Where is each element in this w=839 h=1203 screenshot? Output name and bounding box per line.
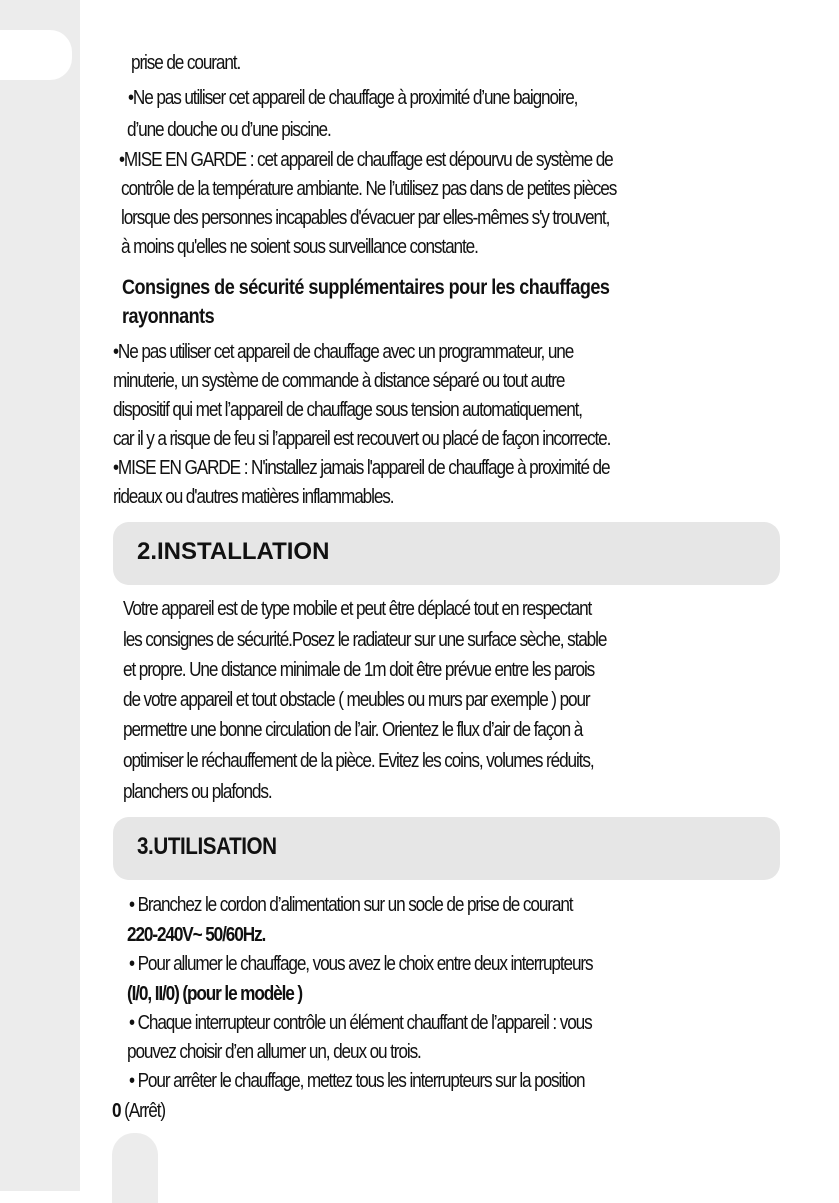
section-header-installation xyxy=(113,522,780,585)
page-tab-marker xyxy=(0,30,72,80)
text-line: • Pour arrêter le chauffage, mettez tous les interrupteurs sur la position xyxy=(129,1070,585,1092)
text-line: planchers ou plafonds. xyxy=(123,781,272,803)
off-value: 0 xyxy=(112,1100,121,1122)
text-line: car il y a risque de feu si l’appareil est recouvert ou placé de façon incorrecte. xyxy=(113,428,611,450)
text-line: à moins qu'elles ne soient sous surveillance constante. xyxy=(121,236,478,258)
text-line: • Branchez le cordon d’alimentation sur un socle de prise de courant xyxy=(129,894,573,916)
text-line: • Chaque interrupteur contrôle un élément chauffant de l’appareil : vous xyxy=(129,1012,592,1034)
text-line: et propre. Une distance minimale de 1m doit être prévue entre les parois xyxy=(123,659,595,681)
text-line: minuterie, un système de commande à distance séparé ou tout autre xyxy=(113,370,565,392)
page-number-tab xyxy=(112,1133,158,1203)
text-line: Votre appareil est de type mobile et peut être déplacé tout en respectant xyxy=(123,598,592,620)
text-line: dispositif qui met l’appareil de chauffage sous tension automatiquement, xyxy=(113,399,582,421)
text-line: •MISE EN GARDE : cet appareil de chauffage est dépourvu de système de xyxy=(119,149,613,171)
switch-spec xyxy=(127,984,302,1004)
text-line: •Ne pas utiliser cet appareil de chauffage avec un programmateur, une xyxy=(113,341,574,363)
text-line: pouvez choisir d’en allumer un, deux ou trois. xyxy=(127,1041,421,1063)
text-line: permettre une bonne circulation de l’air. Orientez le flux d’air de façon à xyxy=(123,719,583,741)
text-line: optimiser le réchauffement de la pièce. Evitez les coins, volumes réduits, xyxy=(123,750,594,772)
text-line: lorsque des personnes incapables d'évacuer par elles-mêmes s'y trouvent, xyxy=(121,207,610,229)
off-position-line xyxy=(112,1101,165,1121)
text-line: •Ne pas utiliser cet appareil de chauffage à proximité d’une baignoire, xyxy=(128,87,578,109)
text-line: de votre appareil et tout obstacle ( meubles ou murs par exemple ) pour xyxy=(123,689,590,711)
switch-spec-text: (I/0, II/0) (pour le modèle ) xyxy=(127,983,302,1005)
section-heading: Consignes de sécurité supplémentaires pour les chauffages xyxy=(122,276,610,299)
section-title: 2.INSTALLATION xyxy=(137,538,330,565)
text-line: d’une douche ou d’une piscine. xyxy=(127,119,331,141)
voltage-spec: 220-240V~ 50/60Hz. xyxy=(127,924,266,946)
off-label: (Arrêt) xyxy=(120,1100,166,1122)
section-header-utilisation xyxy=(113,817,780,880)
text-line: •MISE EN GARDE : N'installez jamais l'appareil de chauffage à proximité de xyxy=(113,457,610,479)
text-line: prise de courant. xyxy=(131,52,241,74)
text-line: contrôle de la température ambiante. Ne l’utilisez pas dans de petites pièces xyxy=(121,178,617,200)
page-margin-band xyxy=(0,0,80,1191)
section-heading: rayonnants xyxy=(122,305,215,328)
text-line: • Pour allumer le chauffage, vous avez le choix entre deux interrupteurs xyxy=(129,953,593,975)
text-line: les consignes de sécurité.Posez le radiateur sur une surface sèche, stable xyxy=(123,629,607,651)
text-line: rideaux ou d'autres matières inflammables. xyxy=(113,486,394,508)
section-title: 3.UTILISATION xyxy=(137,833,277,860)
